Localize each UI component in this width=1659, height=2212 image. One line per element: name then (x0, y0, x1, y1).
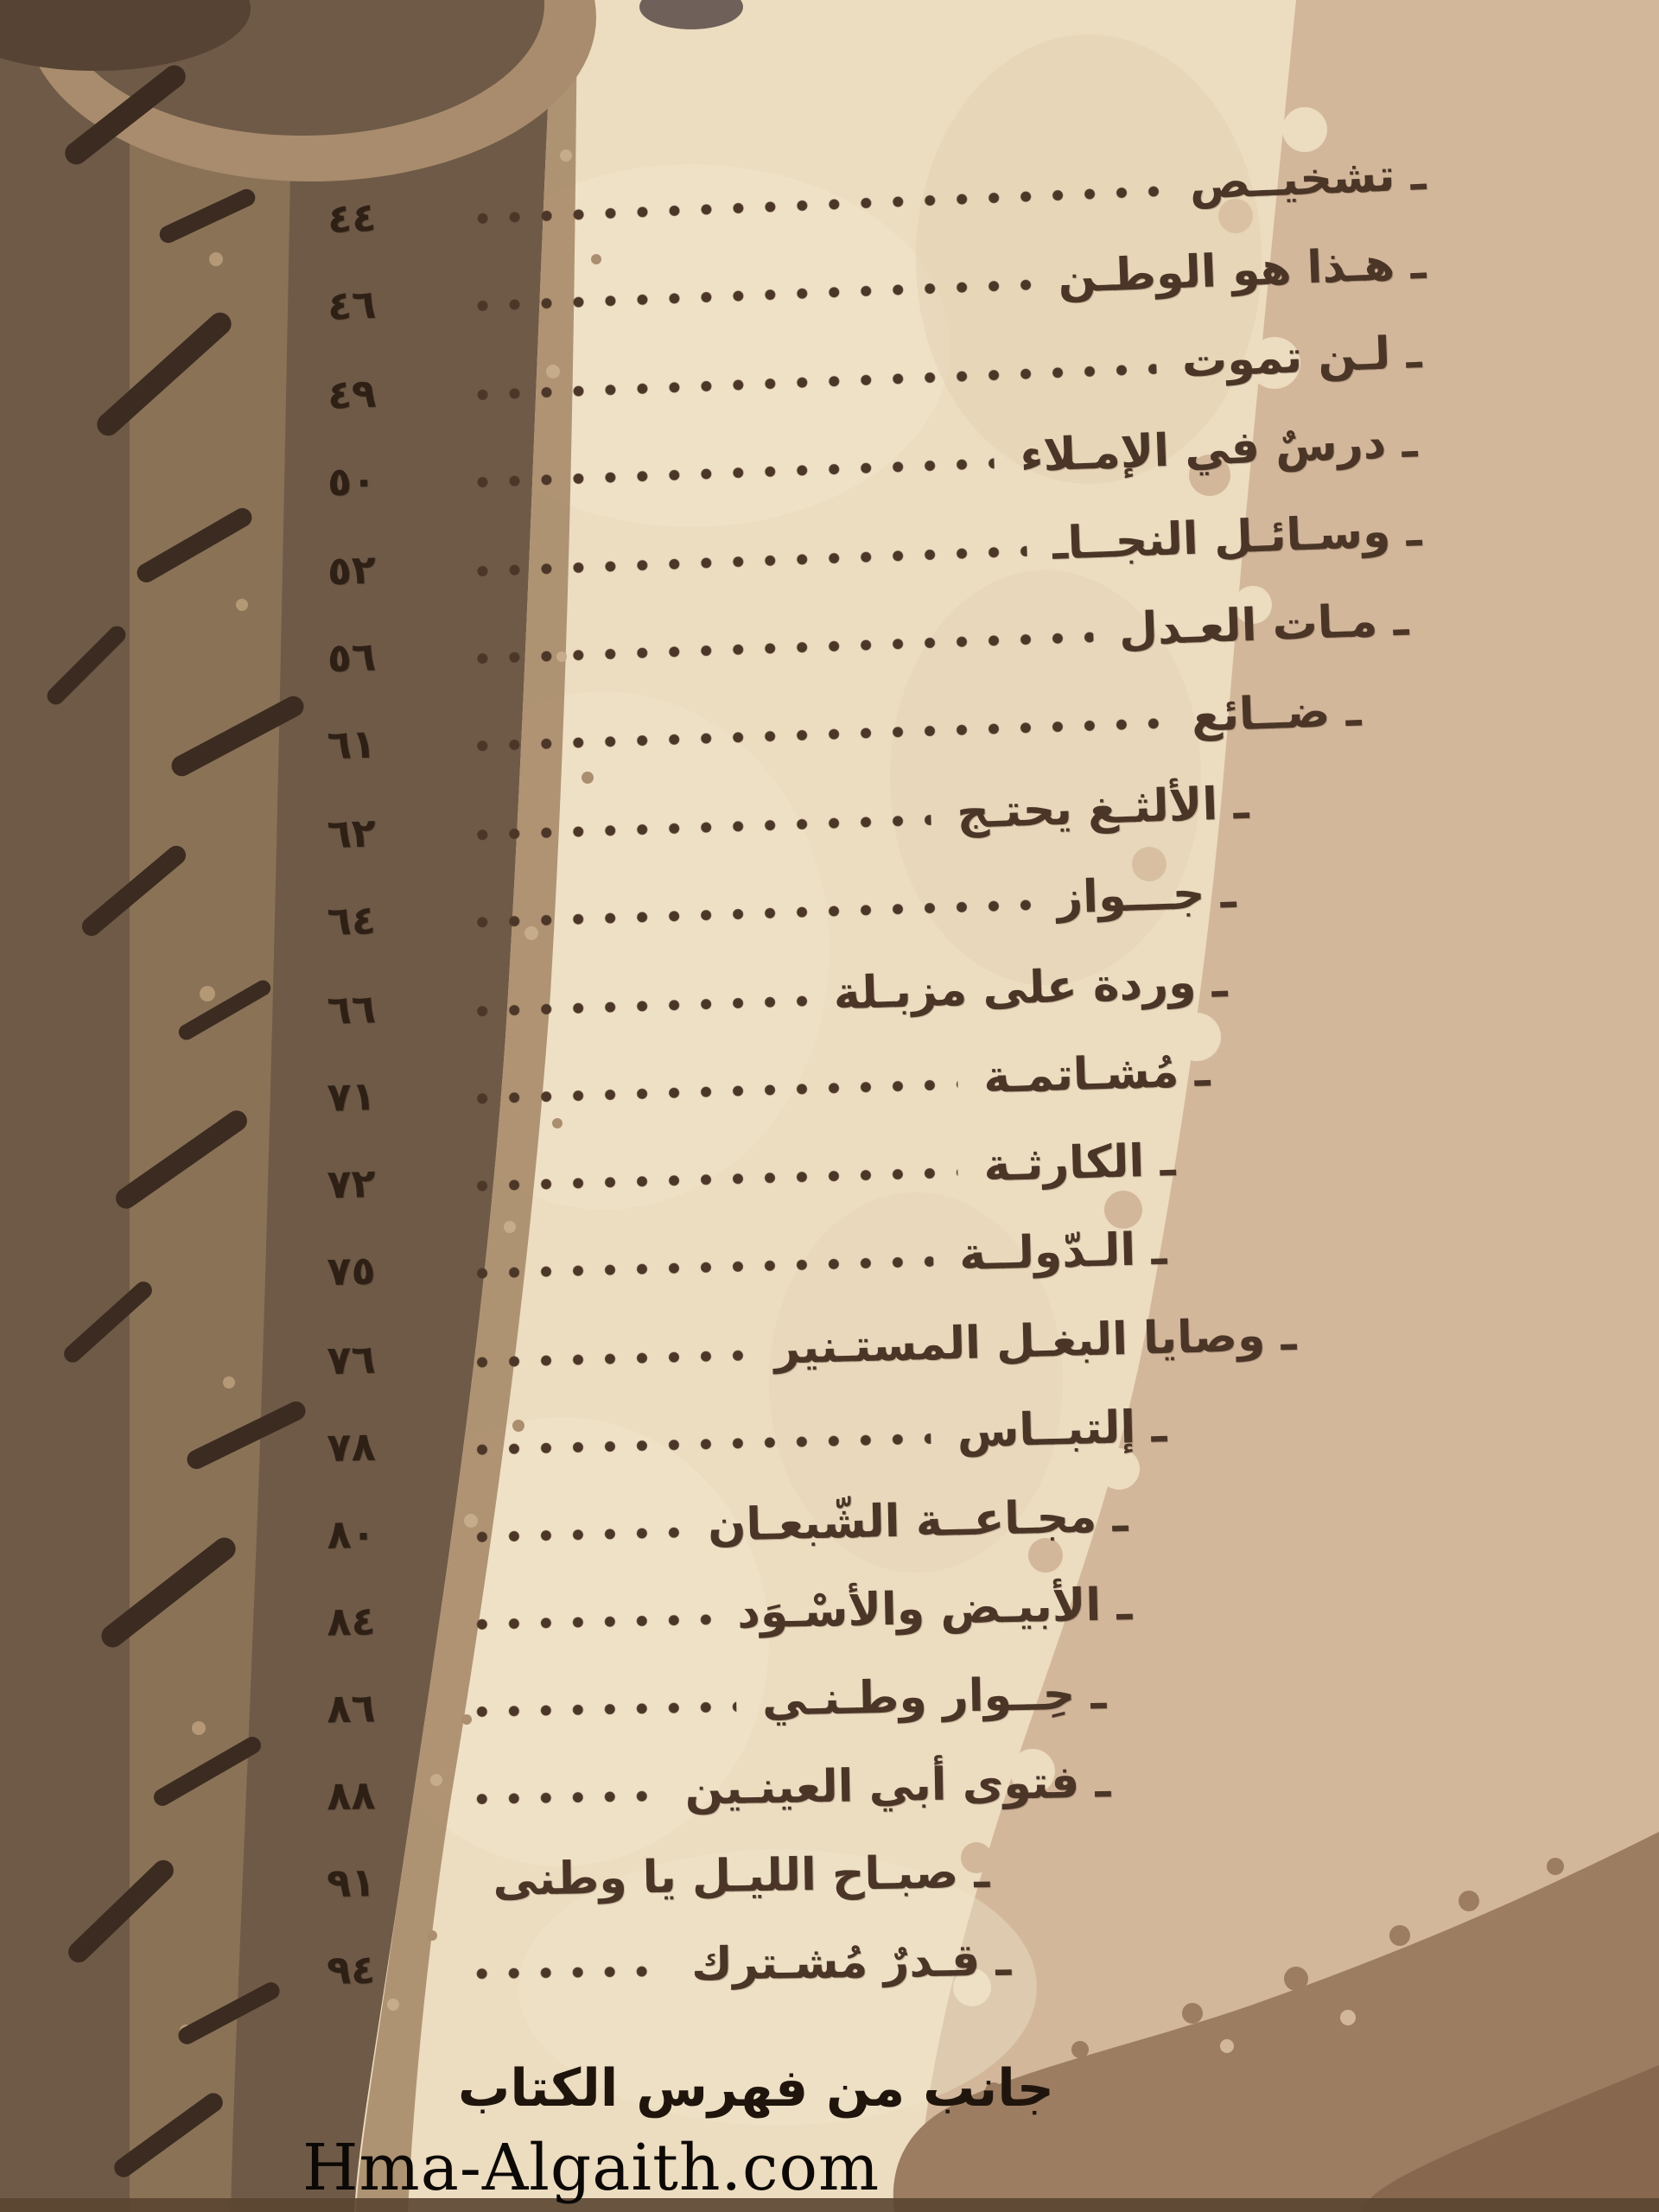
dot-leader (466, 1612, 711, 1631)
entry-page-number: ٥٠ (326, 456, 377, 505)
entry-page-number: ٨٨ (326, 1770, 376, 1819)
entry-page-number: ٨٠ (326, 1510, 377, 1558)
entry-title: ـ درسٌ في الإمـلاء (1019, 415, 1419, 482)
entry-title: ـ هـذا هو الوطـن (1057, 237, 1427, 303)
entry-title: ـ وردة على مزبـلة (832, 955, 1229, 1020)
dot-leader (466, 1348, 748, 1370)
entry-page-number: ٤٦ (326, 280, 378, 329)
dot-leader (466, 1879, 467, 1893)
entry-title: ـ الكارثـة (982, 1134, 1176, 1192)
toc-row (319, 1910, 1426, 2014)
dot-leader (467, 994, 809, 1018)
entry-title: ـ الألثـغ يحتـج (956, 777, 1250, 839)
entry-page-number: ٩٤ (326, 1945, 376, 1993)
dot-leader (467, 630, 1094, 665)
entry-page-number: ٧٥ (326, 1246, 377, 1294)
entry-page-number: ٧٨ (326, 1422, 377, 1471)
entry-page-number: ٩١ (326, 1858, 376, 1906)
dot-leader (467, 361, 1157, 402)
dot-leader (467, 715, 1166, 753)
dot-leader (466, 1525, 682, 1544)
dot-leader (466, 1166, 957, 1193)
entry-page-number: ٧١ (326, 1071, 377, 1121)
dot-leader (467, 456, 995, 489)
dot-leader (466, 1964, 665, 1980)
photo-caption: جانب من فهرس الكتاب (458, 2058, 1054, 2119)
entry-page-number: ٥٦ (326, 632, 377, 681)
dot-leader (466, 1254, 933, 1280)
entry-title: ـ صبـاح الليـل يا وطنى (493, 1846, 990, 1906)
dot-leader (466, 1789, 659, 1806)
toc-row (319, 1821, 1426, 1927)
entry-page-number: ٨٦ (326, 1683, 376, 1732)
entry-page-number: ٧٦ (326, 1335, 377, 1383)
entry-title: ـ مُشـاتمـة (982, 1044, 1211, 1103)
dot-leader (466, 1700, 736, 1719)
entry-page-number: ٦٦ (326, 984, 377, 1033)
website-watermark: Hma-Algaith.com (302, 2131, 880, 2205)
entry-title: ـ قـدرٌ مُشـترك (690, 1934, 1012, 1991)
entry-title: ـ وصايا البغـل المستـنير (773, 1308, 1297, 1375)
dot-leader (467, 277, 1033, 313)
entry-title: ـ الأبيـض والأسْـوَد (736, 1578, 1133, 1639)
entry-page-number: ٥٢ (326, 545, 377, 594)
entry-page-number: ٦٢ (326, 808, 377, 857)
entry-title: ـ لـن تموت (1180, 326, 1423, 388)
entry-title: ـ وسـائـل النجــاـ (1051, 504, 1423, 570)
entry-page-number: ٨٤ (326, 1596, 376, 1645)
entry-page-number: ٦٤ (326, 895, 377, 944)
entry-title: ـ جـــواز (1056, 866, 1237, 924)
entry-title: ـ فتوى أبي العينـين (684, 1755, 1111, 1815)
dot-leader (467, 898, 1032, 930)
dot-leader (466, 1431, 931, 1456)
entry-page-number: ٤٤ (326, 193, 378, 242)
entry-page-number: ٧٢ (326, 1159, 377, 1208)
entry-title: ـ الـدّولــة (958, 1223, 1167, 1281)
dot-leader (466, 1077, 957, 1106)
table-of-contents (320, 130, 1426, 1999)
dot-leader (467, 543, 1027, 578)
entry-page-number: ٦١ (326, 719, 377, 768)
dot-leader (467, 813, 931, 842)
entry-title: ـ حِــوار وطـنـي (761, 1667, 1107, 1726)
entry-page-number: ٤٩ (326, 369, 378, 418)
dot-leader (467, 184, 1164, 226)
entry-title: ـ تشخيــص (1188, 148, 1427, 210)
entry-title: ـ إلتبــاس (956, 1400, 1167, 1458)
entry-title: ـ مـات العـدل (1117, 594, 1410, 656)
entry-title: ـ ضــائع (1190, 684, 1363, 742)
entry-title: ـ مجـاعــة الشّبعـان (707, 1490, 1128, 1552)
